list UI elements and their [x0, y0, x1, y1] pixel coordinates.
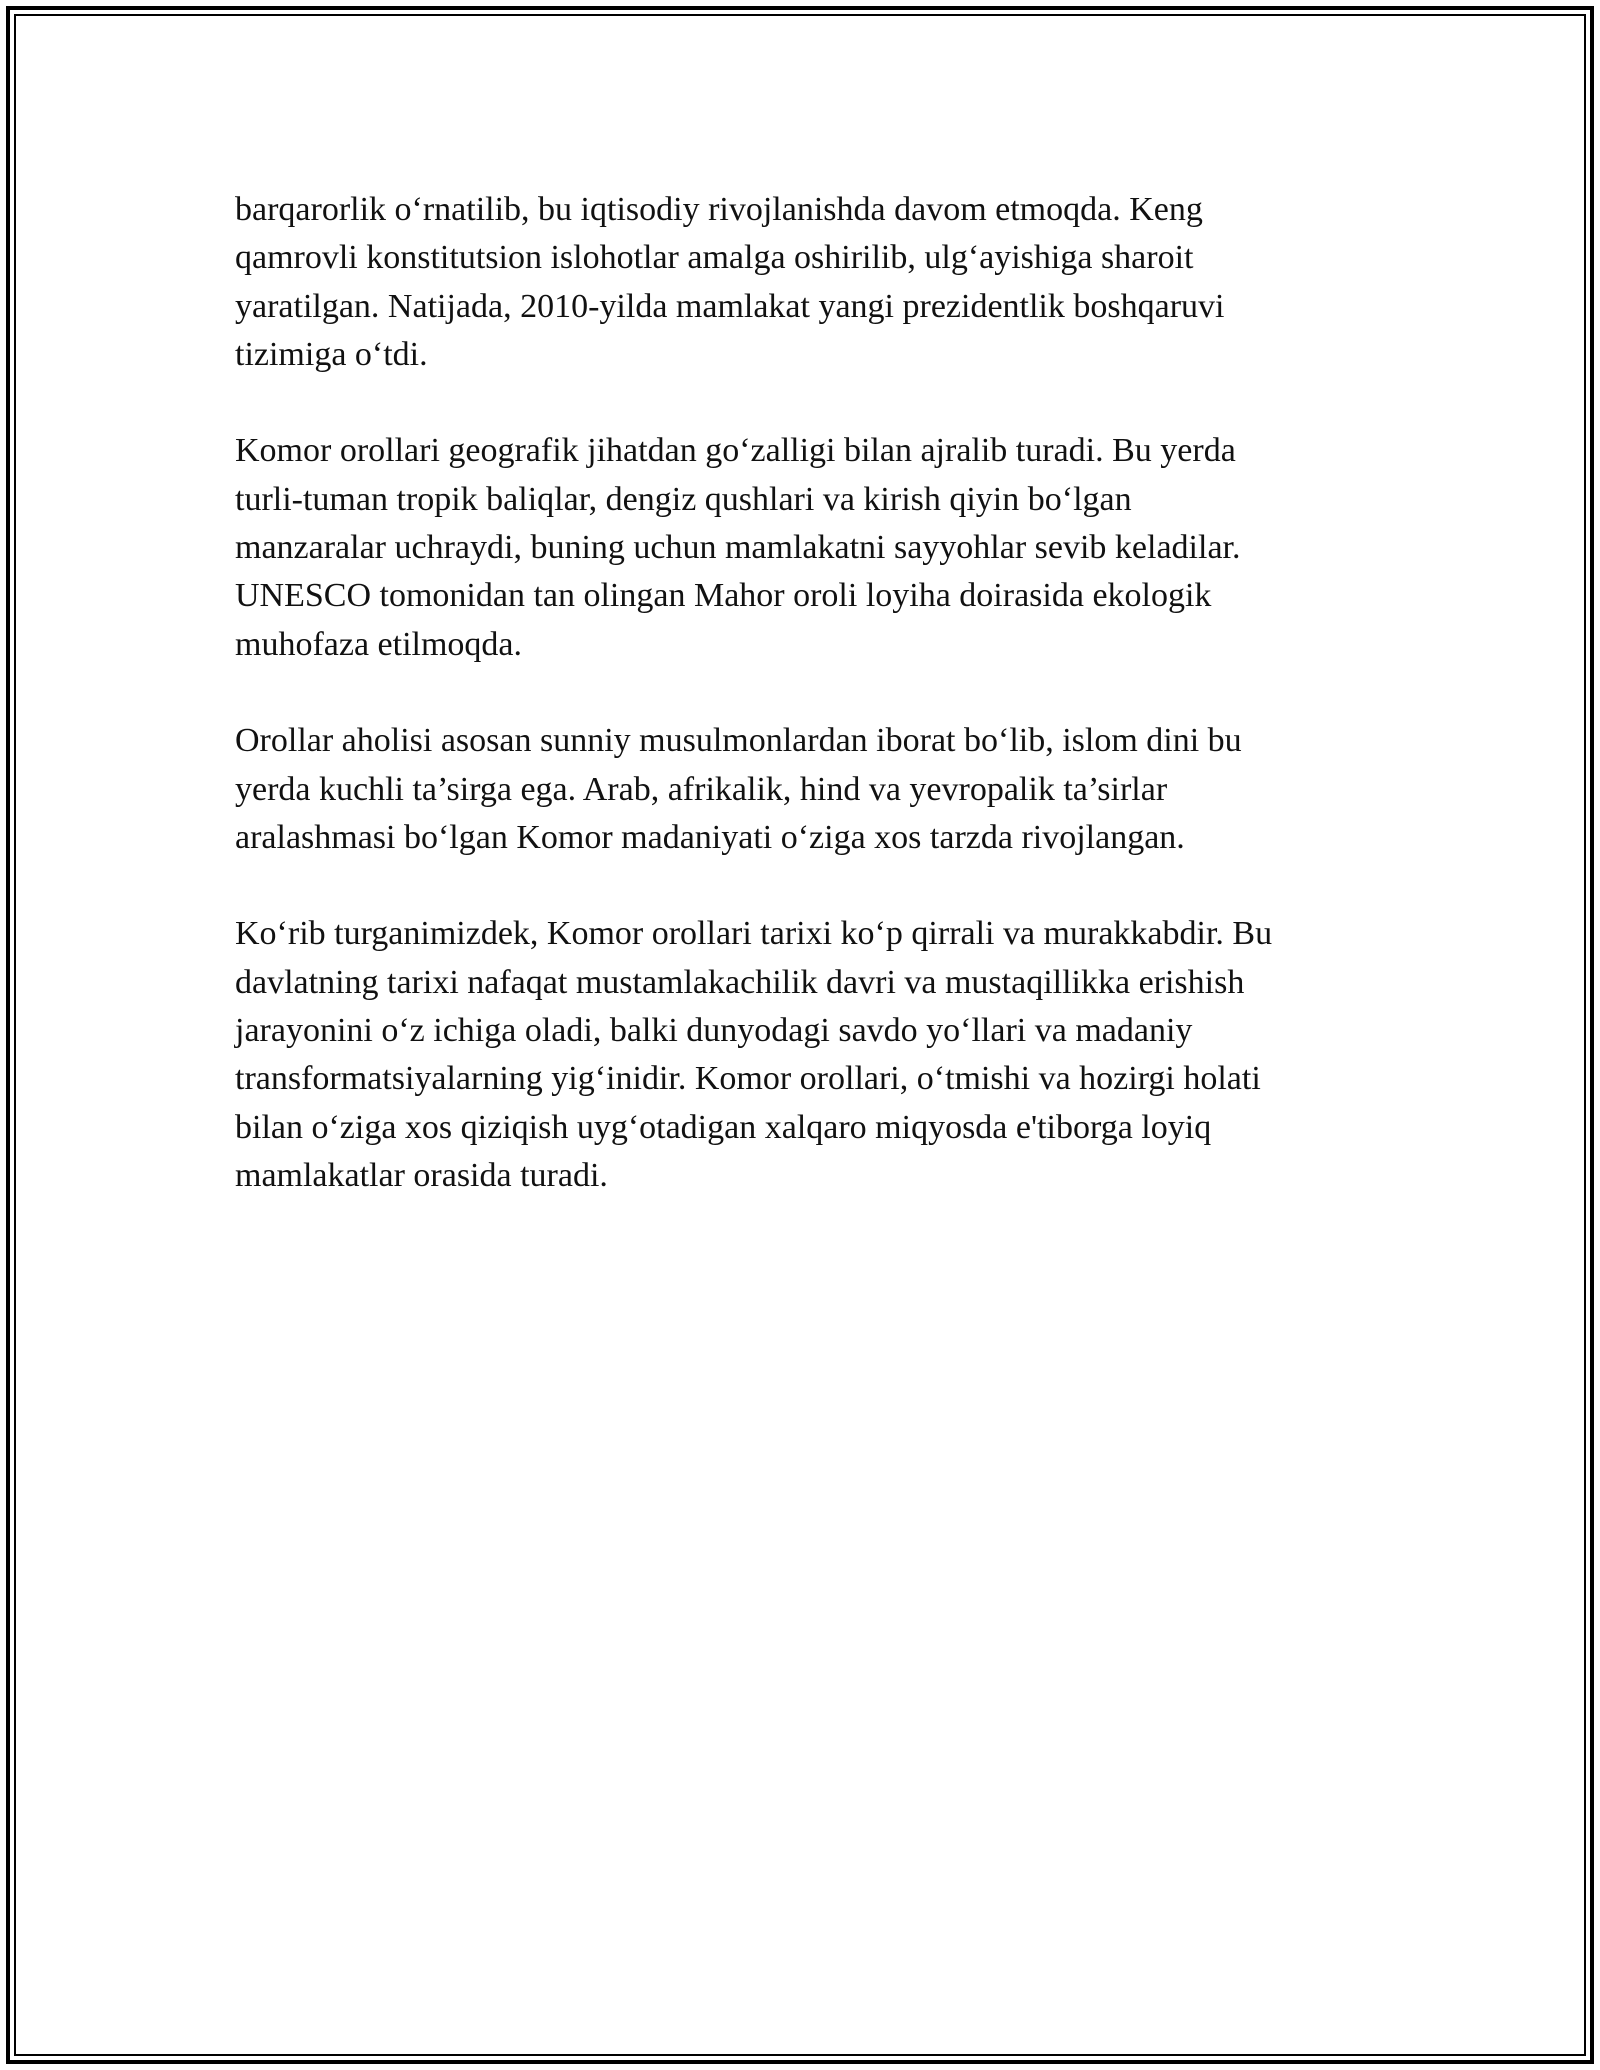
paragraph-3: Orollar aholisi asosan sunniy musulmonlardan iborat bo‘lib, islom dini bu yerda kuchli ta’sirga ega. Arab, afrikalik, hind va yevropalik ta’sirlar aralashmasi bo‘lgan Komor madaniyati o‘ziga xos tarzda rivojlangan.	[235, 722, 1242, 856]
document-body	[235, 186, 1375, 1249]
paragraph-1: barqarorlik o‘rnatilib, bu iqtisodiy rivojlanishda davom etmoqda. Keng qamrovli konstitutsion islohotlar amalga oshirilib, ulg‘ayishiga sharoit yaratilgan. Natijada, 2010-yilda mamlakat yangi prezidentlik boshqaruvi tizimiga o‘tdi.	[235, 191, 1225, 373]
paragraph-2: Komor orollari geografik jihatdan go‘zalligi bilan ajralib turadi. Bu yerda turli-tuman tropik baliqlar, dengiz qushlari va kirish qiyin bo‘lgan manzaralar uchraydi, buning uchun mamlakatni sayyohlar sevib keladilar. UNESCO tomonidan tan olingan Mahor oroli loyiha doirasida ekologik muhofaza etilmoqda.	[235, 432, 1241, 663]
paragraph-4: Ko‘rib turganimizdek, Komor orollari tarixi ko‘p qirrali va murakkabdir. Bu davlatning tarixi nafaqat mustamlakachilik davri va mustaqillikka erishish jarayonini o‘z ichiga oladi, balki dunyodagi savdo yo‘llari va madaniy transformatsiyalarning yig‘inidir. Komor orollari, o‘tmishi va hozirgi holati bilan o‘ziga xos qiziqish uyg‘otadigan xalqaro miqyosda e'tiborga loyiq mamlakatlar orasida turadi.	[235, 915, 1273, 1194]
